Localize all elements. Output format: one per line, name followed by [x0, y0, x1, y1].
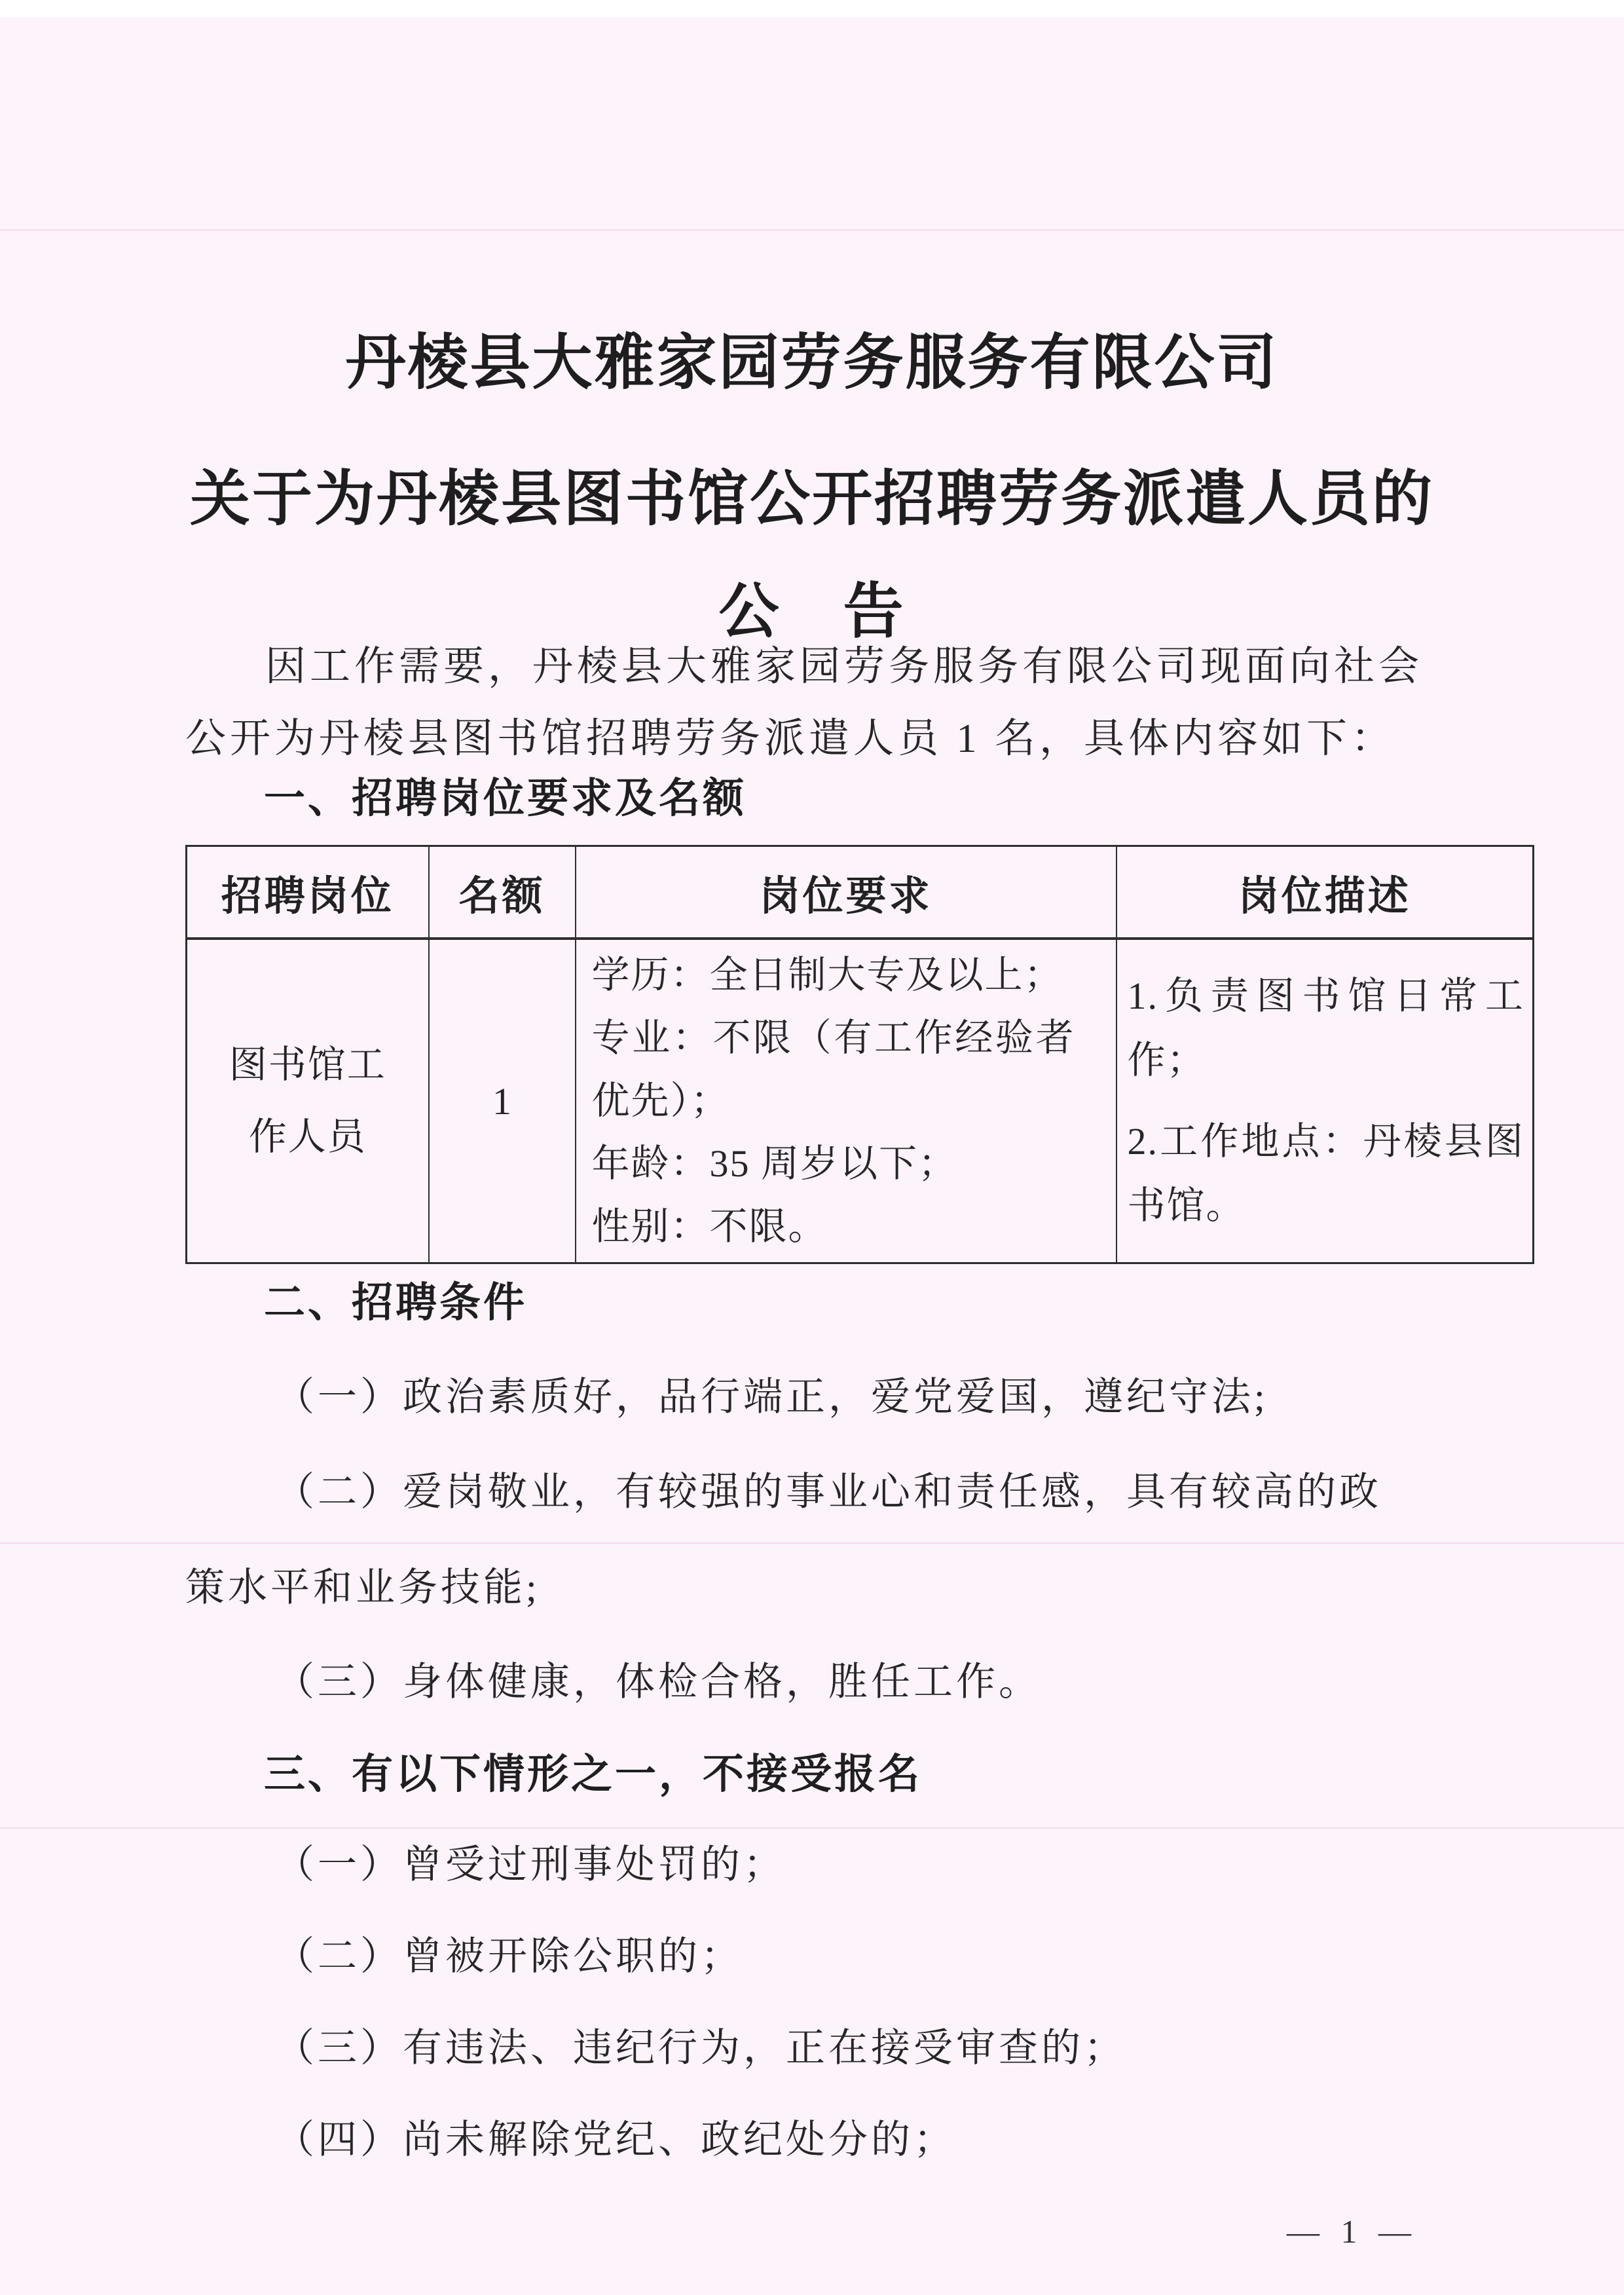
disqualification-item-4: （四）尚未解除党纪、政纪处分的；	[275, 2118, 956, 2161]
cell-requirements	[576, 939, 1116, 1263]
intro-paragraph-line-1: 因工作需要，丹棱县大雅家园劳务服务有限公司现面向社会	[265, 644, 1424, 689]
section-heading-disqualifications: 三、有以下情形之一，不接受报名	[264, 1751, 922, 1797]
table-row	[187, 939, 1534, 1263]
table-header-position: 招聘岗位	[187, 846, 429, 939]
section-heading-recruit-position: 一、招聘岗位要求及名额	[264, 775, 747, 821]
page-number: — 1 —	[1287, 2213, 1418, 2250]
cell-description	[1116, 939, 1534, 1263]
section-heading-conditions: 二、招聘条件	[264, 1280, 527, 1326]
document-title-line-1: 丹棱县大雅家园劳务服务有限公司	[345, 329, 1279, 396]
document-title-line-3: 公 告	[718, 578, 906, 645]
disqualification-item-2: （二）曾被开除公职的；	[275, 1935, 743, 1978]
cell-quota: 1	[429, 939, 576, 1263]
requirement-education: 学历：全日制大专及以上；	[591, 954, 1063, 996]
recruitment-table	[185, 845, 1534, 1264]
scan-streak-line	[0, 1542, 1624, 1544]
condition-item-3: （三）身体健康，体检合格，胜任工作。	[275, 1660, 1041, 1704]
position-text: 图书馆工作人员	[229, 1043, 386, 1158]
disqualification-item-1: （一）曾受过刑事处罚的；	[275, 1843, 786, 1886]
requirement-gender: 性别：不限。	[591, 1205, 828, 1248]
condition-item-2-line-2: 策水平和业务技能;	[185, 1566, 540, 1609]
condition-item-2-line-1: （二）爱岗敬业，有较强的事业心和责任感，具有较高的政	[275, 1470, 1382, 1514]
table-header-requirements: 岗位要求	[576, 846, 1116, 939]
scan-streak-line	[0, 229, 1624, 231]
requirement-age: 年龄：35 周岁以下；	[591, 1142, 958, 1185]
table-header-description: 岗位描述	[1116, 846, 1534, 939]
cell-position	[187, 939, 429, 1263]
table-header-row	[187, 846, 1534, 939]
description-location: 2.工作地点：丹棱县图书馆。	[1127, 1120, 1524, 1227]
intro-paragraph-line-2: 公开为丹棱县图书馆招聘劳务派遣人员 1 名，具体内容如下：	[185, 717, 1396, 761]
condition-item-1: （一）政治素质好，品行端正，爱党爱国，遵纪守法;	[275, 1375, 1268, 1419]
disqualification-item-3: （三）有违法、违纪行为，正在接受审查的；	[275, 2026, 1126, 2070]
scan-top-margin	[0, 0, 1624, 17]
requirement-major: 专业：不限（有工作经验者优先）；	[591, 1017, 1075, 1122]
description-duty: 1.负责图书馆日常工作；	[1127, 975, 1524, 1081]
document-title-line-2: 关于为丹棱县图书馆公开招聘劳务派遣人员的	[189, 466, 1434, 532]
table-header-quota: 名额	[429, 846, 576, 939]
scan-streak-line	[0, 1827, 1624, 1829]
